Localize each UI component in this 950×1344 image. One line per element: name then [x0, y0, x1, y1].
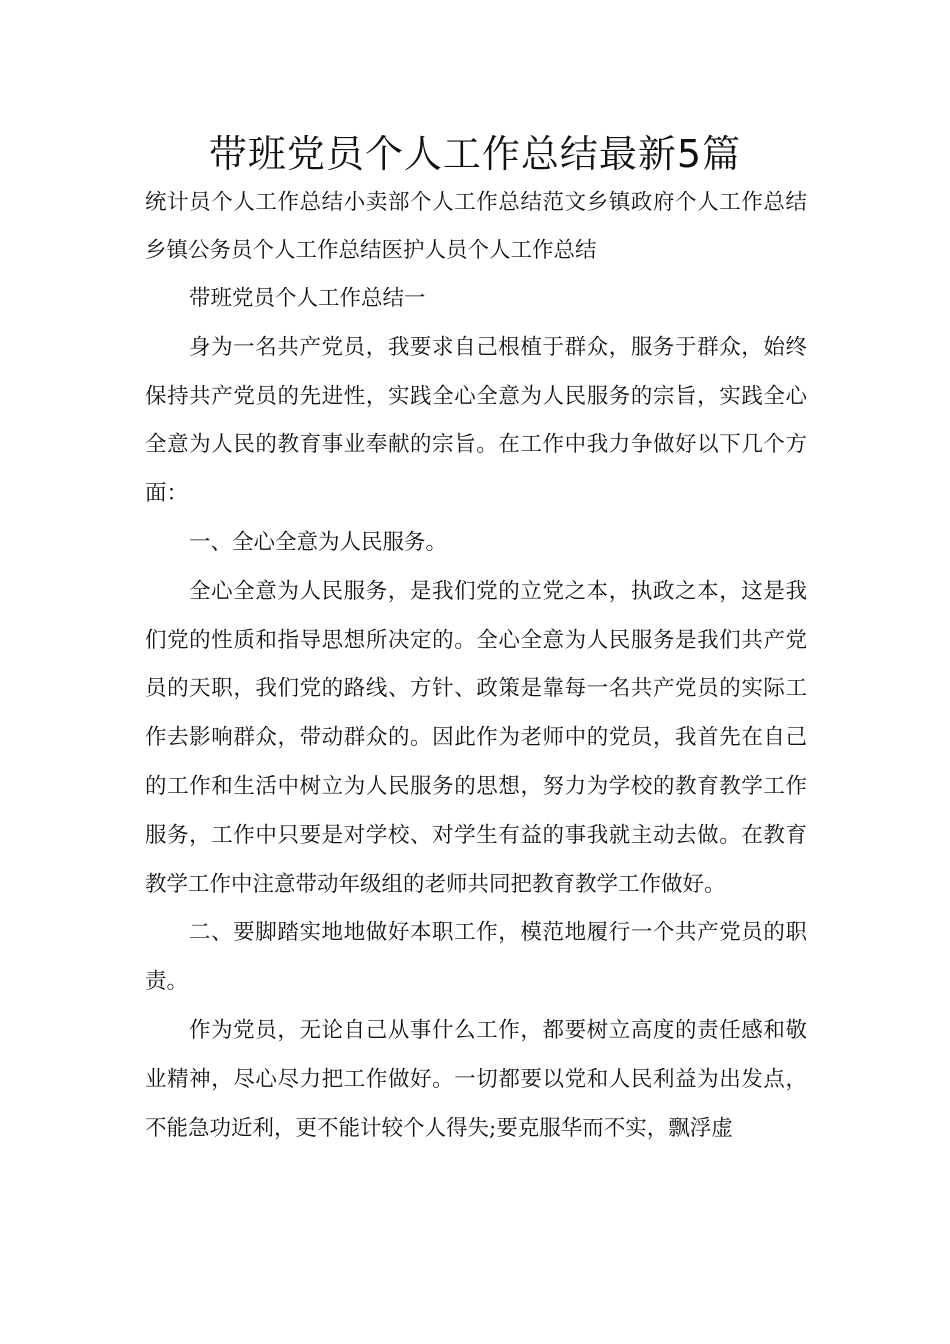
related-links-text: 统计员个人工作总结小卖部个人工作总结范文乡镇政府个人工作总结乡镇公务员个人工作总结医护人员个人工作总结: [145, 190, 807, 263]
subheading: 二、要脚踏实地地做好本职工作，模范地履行一个共产党员的职责。: [145, 920, 807, 995]
paragraph: 作为党员，无论自己从事什么工作，都要树立高度的责任感和敬业精神，尽心尽力把工作做好。一切都要以党和人民利益为出发点，不能急功近利，更不能计较个人得失;要克服华而不实，飘浮虚: [145, 1017, 807, 1141]
document-body: [145, 179, 807, 1153]
section-heading: 带班党员个人工作总结一: [189, 286, 426, 311]
paragraph: 全心全意为人民服务，是我们党的立党之本，执政之本，这是我们党的性质和指导思想所决定的。全心全意为人民服务是我们共产党员的天职，我们党的路线、方针、政策是靠每一名共产党员的实际工作去影响群众，带动群众的。因此作为老师中的党员，我首先在自己的工作和生活中树立为人民服务的思想，努力为学校的教育教学工作服务，工作中只要是对学校、对学生有益的事我就主动去做。在教育教学工作中注意带动年级组的老师共同把教育教学工作做好。: [145, 578, 807, 897]
document-title: 带班党员个人工作总结最新5篇: [208, 132, 742, 176]
subheading: 一、全心全意为人民服务。: [189, 529, 448, 555]
paragraph: 身为一名共产党员，我要求自己根植于群众，服务于群众，始终保持共产党员的先进性，实践全心全意为人民服务的宗旨，实践全心全意为人民的教育事业奉献的宗旨。在工作中我力争做好以下几个方面：: [145, 334, 807, 507]
